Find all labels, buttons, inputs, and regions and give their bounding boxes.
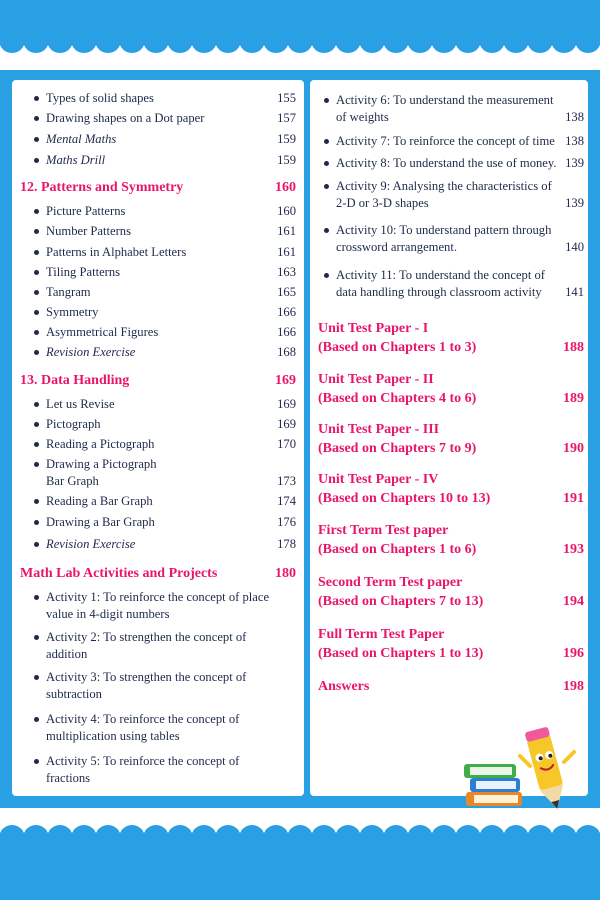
toc-entry-title: Unit Test Paper - II — [318, 372, 434, 387]
toc-entry-title: Tangram — [46, 285, 91, 299]
toc-entry-subtitle: subtraction — [46, 687, 102, 701]
bullet-icon — [34, 675, 39, 680]
toc-entry-title: Answers — [318, 679, 370, 694]
toc-entry-title: Revision Exercise — [46, 537, 136, 551]
bullet-icon — [324, 184, 329, 189]
bullet-icon — [34, 422, 39, 427]
bullet-icon — [34, 402, 39, 407]
toc-page-number: 141 — [565, 285, 584, 299]
toc-page-number: 159 — [277, 132, 296, 146]
bullet-icon — [34, 137, 39, 142]
toc-entry-subtitle: (Based on Chapters 1 to 13) — [318, 646, 484, 661]
toc-page-number: 169 — [277, 417, 296, 431]
toc-page-number: 169 — [277, 397, 296, 411]
toc-entry-title: Activity 7: To reinforce the concept of time — [336, 134, 555, 148]
toc-page-number: 193 — [563, 542, 584, 557]
toc-page-number: 190 — [563, 441, 584, 456]
toc-page-number: 157 — [277, 111, 296, 125]
toc-entry-title: Pictograph — [46, 417, 101, 431]
toc-page-number: 166 — [277, 325, 296, 339]
toc-entry-title: Patterns in Alphabet Letters — [46, 245, 187, 259]
toc-page-number: 139 — [565, 196, 584, 210]
bullet-icon — [34, 520, 39, 525]
toc-entry-title: Unit Test Paper - IV — [318, 472, 439, 487]
toc-entry-subtitle: crossword arrangement. — [336, 240, 457, 254]
toc-entry-title: Activity 2: To strengthen the concept of — [46, 630, 247, 644]
bullet-icon — [324, 228, 329, 233]
toc-entry-title: Activity 1: To reinforce the concept of place — [46, 590, 270, 604]
bullet-icon — [34, 310, 39, 315]
toc-page-number: 138 — [565, 134, 584, 148]
toc-entry-title: Activity 3: To strengthen the concept of — [46, 670, 247, 684]
bullet-icon — [34, 96, 39, 101]
toc-entry-title: Activity 9: Analysing the characteristics of — [336, 179, 552, 193]
bullet-icon — [34, 250, 39, 255]
toc-entry-title: Tiling Patterns — [46, 265, 121, 279]
toc-entry-title: 12. Patterns and Symmetry — [20, 180, 184, 195]
toc-entry-title: Types of solid shapes — [46, 91, 154, 105]
bullet-icon — [34, 270, 39, 275]
toc-entry-title: Symmetry — [46, 305, 99, 319]
toc-entry-subtitle: (Based on Chapters 7 to 9) — [318, 441, 477, 456]
toc-page-number: 180 — [275, 566, 296, 581]
bullet-icon — [34, 462, 39, 467]
bullet-icon — [324, 273, 329, 278]
toc-page-number: 155 — [277, 91, 296, 105]
bullet-icon — [34, 209, 39, 214]
toc-page-number: 166 — [277, 305, 296, 319]
toc-entry-title: Mental Maths — [46, 132, 117, 146]
toc-entry-title: Activity 5: To reinforce the concept of — [46, 754, 240, 768]
toc-page-number: 169 — [275, 373, 296, 388]
toc-entry-subtitle: addition — [46, 647, 88, 661]
bullet-icon — [34, 542, 39, 547]
toc-page-number: 176 — [277, 515, 296, 529]
toc-entry-title: Activity 4: To reinforce the concept of — [46, 712, 240, 726]
toc-page-number: 165 — [277, 285, 296, 299]
bullet-icon — [34, 442, 39, 447]
toc-entry-title: 13. Data Handling — [20, 373, 130, 388]
toc-entry-title: Maths Drill — [46, 153, 106, 167]
toc-entry-subtitle: (Based on Chapters 1 to 3) — [318, 340, 477, 355]
pencil-books-mascot-icon — [460, 726, 580, 816]
toc-entry-subtitle: Bar Graph — [46, 474, 99, 488]
toc-entry-title: Activity 11: To understand the concept of — [336, 268, 545, 282]
bullet-icon — [34, 595, 39, 600]
toc-entry-title: Picture Patterns — [46, 204, 126, 218]
bullet-icon — [34, 499, 39, 504]
toc-entry-title: Second Term Test paper — [318, 575, 463, 590]
toc-page-number: 178 — [277, 537, 296, 551]
toc-page-number: 174 — [277, 494, 296, 508]
bullet-icon — [34, 158, 39, 163]
toc-entry-title: Number Patterns — [46, 224, 131, 238]
toc-entry-subtitle: data handling through classroom activity — [336, 285, 542, 299]
bullet-icon — [34, 330, 39, 335]
top-scallop-border — [0, 40, 600, 70]
bullet-icon — [34, 290, 39, 295]
toc-entry-subtitle: value in 4-digit numbers — [46, 607, 170, 621]
toc-entry-title: Reading a Bar Graph — [46, 494, 153, 508]
toc-entry-subtitle: 2-D or 3-D shapes — [336, 196, 429, 210]
bullet-icon — [34, 229, 39, 234]
toc-page-number: 160 — [277, 204, 296, 218]
toc-entry-subtitle: (Based on Chapters 1 to 6) — [318, 542, 477, 557]
toc-entry-title: Activity 10: To understand pattern through — [336, 223, 552, 237]
toc-page-number: 196 — [563, 646, 584, 661]
toc-page-number: 194 — [563, 594, 584, 609]
bullet-icon — [324, 98, 329, 103]
toc-entry-subtitle: of weights — [336, 110, 389, 124]
toc-page-number: 140 — [565, 240, 584, 254]
toc-entry-title: Math Lab Activities and Projects — [20, 566, 218, 581]
toc-entry-title: Revision Exercise — [46, 345, 136, 359]
toc-page-number: 170 — [277, 437, 296, 451]
toc-page-number: 191 — [563, 491, 584, 506]
toc-entry-title: Activity 8: To understand the use of money. — [336, 156, 557, 170]
toc-page-number: 160 — [275, 180, 296, 195]
toc-page-number: 173 — [277, 474, 296, 488]
bullet-icon — [34, 350, 39, 355]
toc-page-number: 168 — [277, 345, 296, 359]
toc-page-number: 198 — [563, 679, 584, 694]
toc-entry-subtitle: (Based on Chapters 7 to 13) — [318, 594, 484, 609]
toc-entry-subtitle: fractions — [46, 771, 91, 785]
bullet-icon — [34, 116, 39, 121]
toc-entry-title: Full Term Test Paper — [318, 627, 445, 642]
toc-page-number: 163 — [277, 265, 296, 279]
toc-entry-title: Reading a Pictograph — [46, 437, 155, 451]
toc-left-panel — [10, 78, 306, 798]
toc-right-panel — [308, 78, 590, 798]
toc-entry-title: Unit Test Paper - III — [318, 422, 440, 437]
toc-page-number: 188 — [563, 340, 584, 355]
toc-page-number: 159 — [277, 153, 296, 167]
toc-entry-title: Unit Test Paper - I — [318, 321, 429, 336]
bullet-icon — [324, 139, 329, 144]
bullet-icon — [324, 161, 329, 166]
bullet-icon — [34, 759, 39, 764]
toc-page-number: 189 — [563, 391, 584, 406]
toc-entry-subtitle: (Based on Chapters 4 to 6) — [318, 391, 477, 406]
toc-entry-title: Drawing a Bar Graph — [46, 515, 155, 529]
toc-entry-title: Drawing shapes on a Dot paper — [46, 111, 205, 125]
toc-entry-title: Activity 6: To understand the measurement — [336, 93, 554, 107]
toc-page-number: 138 — [565, 110, 584, 124]
toc-entry-title: Asymmetrical Figures — [46, 325, 159, 339]
toc-entry-subtitle: multiplication using tables — [46, 729, 180, 743]
toc-page-number: 161 — [277, 224, 296, 238]
bullet-icon — [34, 635, 39, 640]
toc-page-number: 139 — [565, 156, 584, 170]
bullet-icon — [34, 717, 39, 722]
toc-entry-title: First Term Test paper — [318, 523, 449, 538]
toc-page-number: 161 — [277, 245, 296, 259]
toc-entry-subtitle: (Based on Chapters 10 to 13) — [318, 491, 491, 506]
toc-entry-title: Let us Revise — [46, 397, 115, 411]
toc-entry-title: Drawing a Pictograph — [46, 457, 157, 471]
